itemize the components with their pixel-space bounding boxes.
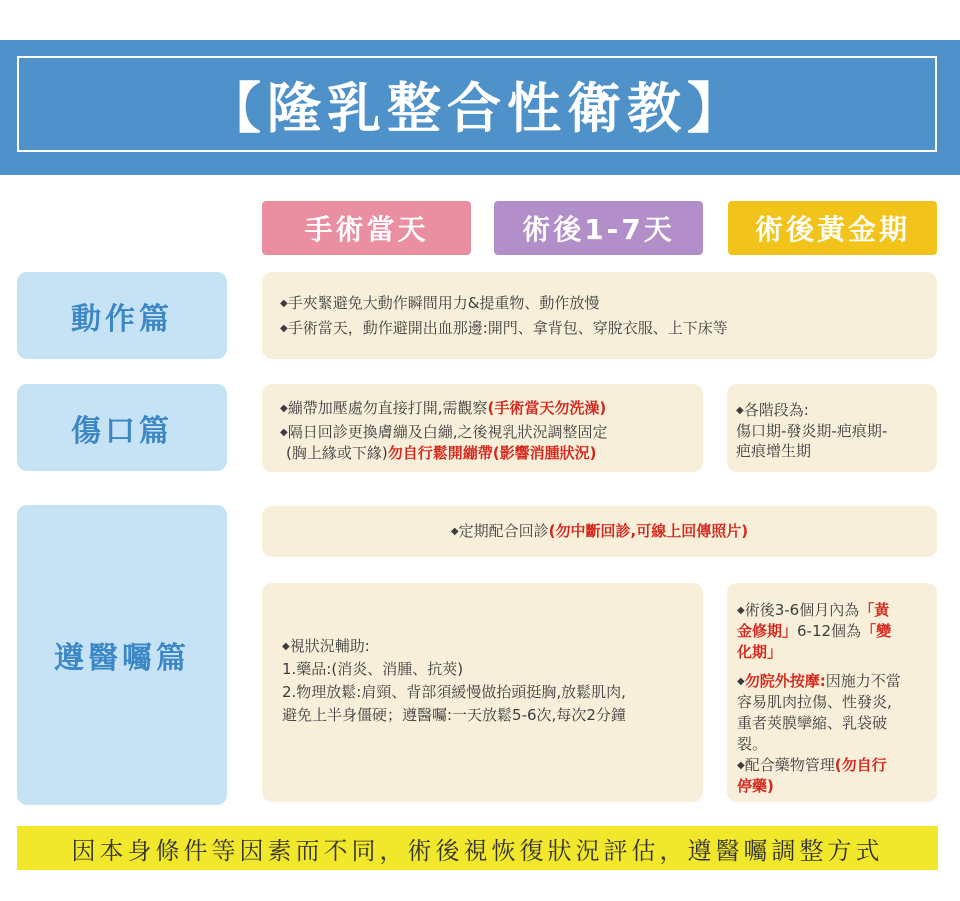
list-item: ◆定期配合回診(勿中斷回診,可線上回傳照片) xyxy=(450,522,749,540)
followup-box xyxy=(262,506,937,557)
bullet-icon: ◆ xyxy=(737,760,745,771)
list-item: 2.物理放鬆:肩頸、背部須緩慢做抬頭挺胸,放鬆肌肉, xyxy=(282,683,626,701)
list-item: ◆配合藥物管理(勿自行 xyxy=(737,756,887,774)
list-item-continued: 停藥) xyxy=(737,777,774,795)
bullet-icon: ◆ xyxy=(282,641,290,652)
list-item: ◆隔日回診更換膚繃及白繃,之後視乳狀況調整固定 xyxy=(280,423,608,441)
page-title: 【隆乳整合性衛教】 xyxy=(207,76,747,140)
category-action: 動作篇 xyxy=(17,272,227,359)
category-wound: 傷口篇 xyxy=(17,384,227,471)
footer-note xyxy=(17,826,938,870)
bullet-icon: ◆ xyxy=(450,526,459,537)
tab-post-op-1-7: 術後1-7天 xyxy=(494,201,703,255)
footer-text: 因本身條件等因素而不同，術後視恢復狀況評估，遵醫囑調整方式 xyxy=(71,836,884,865)
tab-golden-period: 術後黃金期 xyxy=(728,201,937,255)
assist-box xyxy=(262,583,703,802)
list-item: ◆繃帶加壓處勿直接打開,需觀察(手術當天勿洗澡) xyxy=(280,399,607,417)
bullet-icon: ◆ xyxy=(737,605,745,616)
list-item: ◆視狀況輔助: xyxy=(282,637,370,655)
list-item-continued: 裂。 xyxy=(737,735,768,753)
list-item-continued: 容易肌肉拉傷、性發炎, xyxy=(737,693,892,711)
header-banner xyxy=(0,40,960,175)
list-item-continued: 傷口期-發炎期-疤痕期- xyxy=(736,422,888,440)
action-box xyxy=(262,272,937,359)
list-item: ◆勿院外按摩:因施力不當 xyxy=(737,672,901,690)
bullet-icon: ◆ xyxy=(280,427,288,438)
bullet-icon: ◆ xyxy=(280,403,288,414)
bullet-icon: ◆ xyxy=(280,298,288,309)
list-item: 1.藥品:(消炎、消腫、抗莢) xyxy=(282,660,464,678)
list-item-continued: 金修期」6-12個為「變 xyxy=(737,622,892,640)
list-item-continued: (胸上緣或下緣)勿自行鬆開繃帶(影響消腫狀況) xyxy=(286,444,597,462)
list-item: ◆手術當天，動作避開出血那邊:開門、拿背包、穿脫衣服、上下床等 xyxy=(280,319,728,337)
list-item-continued: 化期」 xyxy=(737,643,783,661)
list-item: 避免上半身僵硬；遵醫囑:一天放鬆5-6次,每次2分鐘 xyxy=(282,706,626,724)
bullet-icon: ◆ xyxy=(737,676,745,687)
bullet-icon: ◆ xyxy=(736,405,744,416)
list-item: ◆各階段為: xyxy=(736,401,809,419)
wound-stages-box xyxy=(727,384,937,472)
wound-care-box xyxy=(262,384,703,472)
list-item-continued: 重者莢膜攣縮、乳袋破 xyxy=(737,714,888,732)
header-frame xyxy=(17,56,937,152)
bullet-icon: ◆ xyxy=(280,323,288,334)
tab-surgery-day: 手術當天 xyxy=(262,201,471,255)
golden-period-box xyxy=(727,583,937,802)
category-doctor-instructions: 遵醫囑篇 xyxy=(17,505,227,805)
list-item-continued: 疤痕增生期 xyxy=(736,442,812,460)
list-item: ◆手夾緊避免大動作瞬間用力&提重物、動作放慢 xyxy=(280,294,600,312)
list-item: ◆術後3-6個月內為「黃 xyxy=(737,601,890,619)
